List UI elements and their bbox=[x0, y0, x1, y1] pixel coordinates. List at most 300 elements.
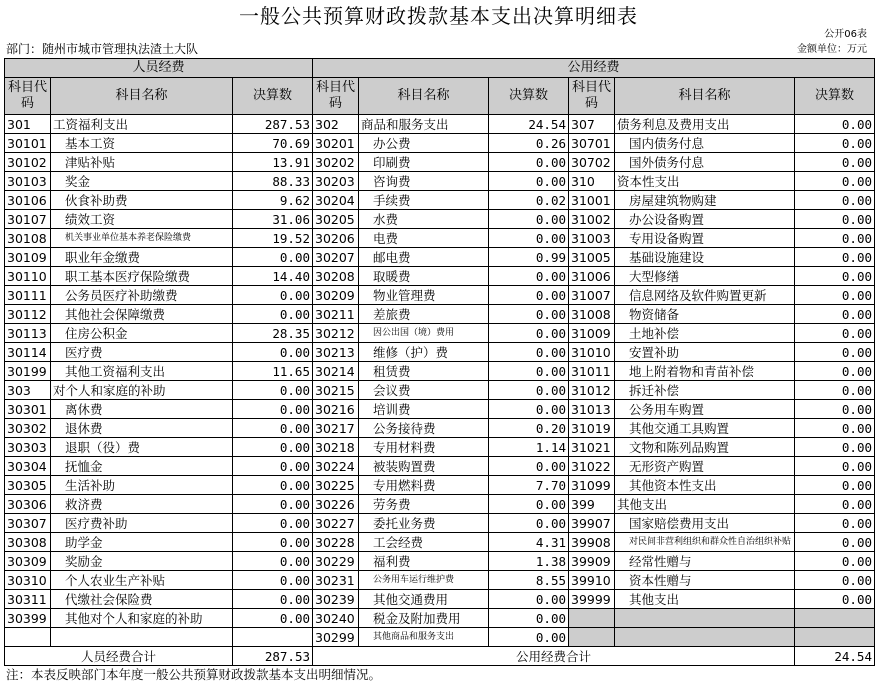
code-header: 科目代码 bbox=[569, 78, 615, 115]
item-code: 30229 bbox=[313, 552, 359, 571]
item-code: 301 bbox=[5, 115, 51, 134]
item-code: 30303 bbox=[5, 438, 51, 457]
item-code: 30301 bbox=[5, 400, 51, 419]
item-code: 30307 bbox=[5, 514, 51, 533]
table-row bbox=[5, 419, 875, 438]
code-header: 科目代码 bbox=[313, 78, 359, 115]
table-row bbox=[5, 571, 875, 590]
item-name: 专用燃料费 bbox=[359, 476, 489, 495]
item-name: 职工基本医疗保险缴费 bbox=[51, 267, 233, 286]
item-code: 30204 bbox=[313, 191, 359, 210]
item-name: 基础设施建设 bbox=[615, 248, 795, 267]
item-amount: 0.00 bbox=[233, 419, 313, 438]
personnel-total-label: 人员经费合计 bbox=[5, 647, 233, 666]
item-amount: 0.00 bbox=[795, 590, 875, 609]
item-code: 30702 bbox=[569, 153, 615, 172]
item-amount: 0.00 bbox=[233, 552, 313, 571]
item-amount: 11.65 bbox=[233, 362, 313, 381]
item-name: 租赁费 bbox=[359, 362, 489, 381]
table-row bbox=[5, 172, 875, 191]
item-name: 机关事业单位基本养老保险缴费 bbox=[51, 229, 233, 248]
item-name: 绩效工资 bbox=[51, 210, 233, 229]
item-name: 其他社会保障缴费 bbox=[51, 305, 233, 324]
item-amount: 0.00 bbox=[489, 457, 569, 476]
amount-header: 决算数 bbox=[795, 78, 875, 115]
form-number: 公开06表 bbox=[824, 29, 867, 40]
item-amount: 19.52 bbox=[233, 229, 313, 248]
item-amount: 0.02 bbox=[489, 191, 569, 210]
item-amount: 0.00 bbox=[795, 438, 875, 457]
item-code: 30106 bbox=[5, 191, 51, 210]
item-name: 拆迁补偿 bbox=[615, 381, 795, 400]
item-code: 31001 bbox=[569, 191, 615, 210]
table-row bbox=[5, 343, 875, 362]
table-row bbox=[5, 191, 875, 210]
item-amount: 13.91 bbox=[233, 153, 313, 172]
item-code: 30310 bbox=[5, 571, 51, 590]
item-name: 经常性赠与 bbox=[615, 552, 795, 571]
item-amount: 0.00 bbox=[795, 457, 875, 476]
item-amount: 0.00 bbox=[795, 115, 875, 134]
item-name: 手续费 bbox=[359, 191, 489, 210]
item-amount: 0.00 bbox=[795, 172, 875, 191]
item-name: 安置补助 bbox=[615, 343, 795, 362]
item-name: 培训费 bbox=[359, 400, 489, 419]
report-title: 一般公共预算财政拨款基本支出决算明细表 bbox=[239, 4, 638, 28]
item-code: 30217 bbox=[313, 419, 359, 438]
item-code: 30103 bbox=[5, 172, 51, 191]
item-code: 30203 bbox=[313, 172, 359, 191]
item-amount: 0.00 bbox=[233, 305, 313, 324]
item-name: 差旅费 bbox=[359, 305, 489, 324]
item-name: 其他商品和服务支出 bbox=[359, 628, 489, 647]
item-amount: 0.00 bbox=[489, 362, 569, 381]
totals-row bbox=[5, 647, 875, 666]
item-name: 奖金 bbox=[51, 172, 233, 191]
item-name: 福利费 bbox=[359, 552, 489, 571]
item-name: 奖励金 bbox=[51, 552, 233, 571]
public-total-label: 公用经费合计 bbox=[313, 647, 795, 666]
item-name: 国内债务付息 bbox=[615, 134, 795, 153]
item-code: 30212 bbox=[313, 324, 359, 343]
item-code: 30108 bbox=[5, 229, 51, 248]
item-name: 工会经费 bbox=[359, 533, 489, 552]
item-code: 30239 bbox=[313, 590, 359, 609]
item-name: 公务员医疗补助缴费 bbox=[51, 286, 233, 305]
item-amount: 88.33 bbox=[233, 172, 313, 191]
item-name: 地上附着物和青苗补偿 bbox=[615, 362, 795, 381]
unit-label: 金额单位：万元 bbox=[797, 44, 867, 55]
item-name: 无形资产购置 bbox=[615, 457, 795, 476]
item-amount: 0.00 bbox=[233, 248, 313, 267]
item-code: 31009 bbox=[569, 324, 615, 343]
table-row bbox=[5, 457, 875, 476]
item-code bbox=[569, 628, 615, 647]
item-amount: 0.00 bbox=[795, 153, 875, 172]
item-name: 离休费 bbox=[51, 400, 233, 419]
item-code: 302 bbox=[313, 115, 359, 134]
item-amount: 7.70 bbox=[489, 476, 569, 495]
item-amount: 0.00 bbox=[489, 153, 569, 172]
item-amount: 0.00 bbox=[489, 229, 569, 248]
item-amount: 0.00 bbox=[795, 400, 875, 419]
item-name: 文物和陈列品购置 bbox=[615, 438, 795, 457]
amount-header: 决算数 bbox=[233, 78, 313, 115]
item-amount: 0.00 bbox=[795, 381, 875, 400]
item-name: 抚恤金 bbox=[51, 457, 233, 476]
item-name: 委托业务费 bbox=[359, 514, 489, 533]
item-name: 住房公积金 bbox=[51, 324, 233, 343]
item-amount: 0.26 bbox=[489, 134, 569, 153]
item-code: 39910 bbox=[569, 571, 615, 590]
name-header: 科目名称 bbox=[359, 78, 489, 115]
item-name: 基本工资 bbox=[51, 134, 233, 153]
item-code: 30306 bbox=[5, 495, 51, 514]
table-row bbox=[5, 248, 875, 267]
item-amount: 0.00 bbox=[795, 134, 875, 153]
item-name: 大型修缮 bbox=[615, 267, 795, 286]
item-amount: 0.00 bbox=[489, 609, 569, 628]
item-amount: 8.55 bbox=[489, 571, 569, 590]
item-name: 咨询费 bbox=[359, 172, 489, 191]
item-code: 39999 bbox=[569, 590, 615, 609]
item-code: 30208 bbox=[313, 267, 359, 286]
item-name: 职业年金缴费 bbox=[51, 248, 233, 267]
item-amount: 0.00 bbox=[489, 514, 569, 533]
item-name: 办公设备购置 bbox=[615, 210, 795, 229]
item-amount: 0.00 bbox=[233, 514, 313, 533]
item-name: 公务用车购置 bbox=[615, 400, 795, 419]
item-name: 因公出国（境）费用 bbox=[359, 324, 489, 343]
item-name: 信息网络及软件购置更新 bbox=[615, 286, 795, 305]
item-name: 房屋建筑物购建 bbox=[615, 191, 795, 210]
table-row bbox=[5, 609, 875, 628]
item-code: 399 bbox=[569, 495, 615, 514]
item-name: 税金及附加费用 bbox=[359, 609, 489, 628]
item-code: 30101 bbox=[5, 134, 51, 153]
item-code: 30231 bbox=[313, 571, 359, 590]
item-code: 30107 bbox=[5, 210, 51, 229]
item-code: 30299 bbox=[313, 628, 359, 647]
item-code: 31005 bbox=[569, 248, 615, 267]
item-name: 取暖费 bbox=[359, 267, 489, 286]
table-row bbox=[5, 514, 875, 533]
table-row bbox=[5, 400, 875, 419]
item-name: 其他支出 bbox=[615, 495, 795, 514]
item-name: 物业管理费 bbox=[359, 286, 489, 305]
item-name: 电费 bbox=[359, 229, 489, 248]
table-row bbox=[5, 590, 875, 609]
item-amount: 0.00 bbox=[489, 400, 569, 419]
code-header: 科目代码 bbox=[5, 78, 51, 115]
item-amount: 0.00 bbox=[489, 495, 569, 514]
item-name: 被装购置费 bbox=[359, 457, 489, 476]
table-row bbox=[5, 153, 875, 172]
item-amount: 0.00 bbox=[795, 362, 875, 381]
item-amount bbox=[795, 628, 875, 647]
item-code: 30114 bbox=[5, 343, 51, 362]
item-amount: 0.00 bbox=[489, 590, 569, 609]
item-code: 30199 bbox=[5, 362, 51, 381]
item-code: 30216 bbox=[313, 400, 359, 419]
amount-header: 决算数 bbox=[489, 78, 569, 115]
item-amount: 0.00 bbox=[233, 400, 313, 419]
item-code: 30225 bbox=[313, 476, 359, 495]
item-name: 代缴社会保险费 bbox=[51, 590, 233, 609]
item-amount: 14.40 bbox=[233, 267, 313, 286]
item-name: 津贴补贴 bbox=[51, 153, 233, 172]
table-row bbox=[5, 210, 875, 229]
item-name: 个人农业生产补贴 bbox=[51, 571, 233, 590]
item-code: 31099 bbox=[569, 476, 615, 495]
table-row bbox=[5, 476, 875, 495]
item-name: 专用设备购置 bbox=[615, 229, 795, 248]
item-code: 30112 bbox=[5, 305, 51, 324]
item-name: 专用材料费 bbox=[359, 438, 489, 457]
item-code: 30202 bbox=[313, 153, 359, 172]
name-header: 科目名称 bbox=[615, 78, 795, 115]
item-name: 生活补助 bbox=[51, 476, 233, 495]
item-code: 303 bbox=[5, 381, 51, 400]
item-name: 办公费 bbox=[359, 134, 489, 153]
item-amount: 1.14 bbox=[489, 438, 569, 457]
item-name: 对民间非营利组织和群众性自治组织补贴 bbox=[615, 533, 795, 552]
item-code: 30110 bbox=[5, 267, 51, 286]
item-code: 39908 bbox=[569, 533, 615, 552]
item-code: 30211 bbox=[313, 305, 359, 324]
item-name: 其他工资福利支出 bbox=[51, 362, 233, 381]
item-code: 39907 bbox=[569, 514, 615, 533]
table-row bbox=[5, 305, 875, 324]
item-name bbox=[51, 628, 233, 647]
item-amount: 0.00 bbox=[795, 248, 875, 267]
public-total-value: 24.54 bbox=[795, 647, 875, 666]
item-amount: 0.00 bbox=[795, 571, 875, 590]
item-name: 退休费 bbox=[51, 419, 233, 438]
item-code: 31007 bbox=[569, 286, 615, 305]
item-amount: 0.00 bbox=[795, 419, 875, 438]
item-amount: 0.00 bbox=[489, 628, 569, 647]
item-name: 伙食补助费 bbox=[51, 191, 233, 210]
item-name: 公务接待费 bbox=[359, 419, 489, 438]
item-code: 30214 bbox=[313, 362, 359, 381]
item-name: 对个人和家庭的补助 bbox=[51, 381, 233, 400]
item-code: 31010 bbox=[569, 343, 615, 362]
item-code: 310 bbox=[569, 172, 615, 191]
item-code: 31021 bbox=[569, 438, 615, 457]
table-row bbox=[5, 381, 875, 400]
item-code: 30218 bbox=[313, 438, 359, 457]
table-row bbox=[5, 533, 875, 552]
item-code: 30102 bbox=[5, 153, 51, 172]
department-label: 部门：随州市城市管理执法渣土大队 bbox=[6, 42, 199, 56]
item-code: 30311 bbox=[5, 590, 51, 609]
item-name: 债务利息及费用支出 bbox=[615, 115, 795, 134]
item-name: 退职（役）费 bbox=[51, 438, 233, 457]
table-row bbox=[5, 438, 875, 457]
item-name: 国外债务付息 bbox=[615, 153, 795, 172]
item-code: 30224 bbox=[313, 457, 359, 476]
item-code: 31019 bbox=[569, 419, 615, 438]
item-amount: 0.00 bbox=[795, 305, 875, 324]
item-name: 其他交通费用 bbox=[359, 590, 489, 609]
item-amount: 0.00 bbox=[489, 324, 569, 343]
item-name: 邮电费 bbox=[359, 248, 489, 267]
item-code: 31006 bbox=[569, 267, 615, 286]
item-code: 30215 bbox=[313, 381, 359, 400]
item-name: 其他支出 bbox=[615, 590, 795, 609]
item-amount: 0.00 bbox=[795, 191, 875, 210]
item-code: 30207 bbox=[313, 248, 359, 267]
item-code: 31012 bbox=[569, 381, 615, 400]
item-amount: 0.00 bbox=[795, 495, 875, 514]
item-amount: 0.00 bbox=[795, 286, 875, 305]
item-code: 30302 bbox=[5, 419, 51, 438]
item-name: 会议费 bbox=[359, 381, 489, 400]
item-code: 30309 bbox=[5, 552, 51, 571]
column-header-row bbox=[5, 78, 875, 115]
item-code: 31003 bbox=[569, 229, 615, 248]
item-name: 国家赔偿费用支出 bbox=[615, 514, 795, 533]
item-amount: 9.62 bbox=[233, 191, 313, 210]
item-name: 资本性支出 bbox=[615, 172, 795, 191]
item-code: 39909 bbox=[569, 552, 615, 571]
item-amount: 0.00 bbox=[795, 210, 875, 229]
item-amount: 0.00 bbox=[233, 590, 313, 609]
item-amount: 0.00 bbox=[795, 514, 875, 533]
item-amount: 0.00 bbox=[233, 381, 313, 400]
item-amount: 0.00 bbox=[489, 343, 569, 362]
item-code: 30113 bbox=[5, 324, 51, 343]
item-code: 307 bbox=[569, 115, 615, 134]
item-name: 医疗费 bbox=[51, 343, 233, 362]
item-name: 水费 bbox=[359, 210, 489, 229]
item-code: 30206 bbox=[313, 229, 359, 248]
item-amount: 0.00 bbox=[233, 495, 313, 514]
item-name: 劳务费 bbox=[359, 495, 489, 514]
item-amount: 0.00 bbox=[233, 457, 313, 476]
item-code: 30109 bbox=[5, 248, 51, 267]
item-amount: 0.00 bbox=[233, 476, 313, 495]
item-amount: 0.00 bbox=[795, 533, 875, 552]
table-row bbox=[5, 286, 875, 305]
item-code: 30701 bbox=[569, 134, 615, 153]
item-amount: 0.00 bbox=[489, 286, 569, 305]
item-amount: 70.69 bbox=[233, 134, 313, 153]
item-name: 物资储备 bbox=[615, 305, 795, 324]
item-code: 31022 bbox=[569, 457, 615, 476]
table-row bbox=[5, 229, 875, 248]
item-name: 工资福利支出 bbox=[51, 115, 233, 134]
item-name bbox=[615, 609, 795, 628]
item-amount: 0.00 bbox=[795, 552, 875, 571]
name-header: 科目名称 bbox=[51, 78, 233, 115]
item-amount: 0.20 bbox=[489, 419, 569, 438]
item-code: 31011 bbox=[569, 362, 615, 381]
item-name: 商品和服务支出 bbox=[359, 115, 489, 134]
item-amount: 31.06 bbox=[233, 210, 313, 229]
item-code: 31013 bbox=[569, 400, 615, 419]
item-amount: 0.00 bbox=[489, 381, 569, 400]
item-code: 31008 bbox=[569, 305, 615, 324]
item-amount bbox=[795, 609, 875, 628]
item-amount: 0.00 bbox=[233, 571, 313, 590]
item-amount: 0.00 bbox=[795, 324, 875, 343]
item-name: 资本性赠与 bbox=[615, 571, 795, 590]
item-code bbox=[569, 609, 615, 628]
item-name: 其他资本性支出 bbox=[615, 476, 795, 495]
table-row bbox=[5, 628, 875, 647]
item-name: 其他对个人和家庭的补助 bbox=[51, 609, 233, 628]
table-row bbox=[5, 324, 875, 343]
item-code: 30205 bbox=[313, 210, 359, 229]
item-amount bbox=[233, 628, 313, 647]
item-code: 30399 bbox=[5, 609, 51, 628]
item-amount: 0.00 bbox=[489, 267, 569, 286]
item-code: 30111 bbox=[5, 286, 51, 305]
item-amount: 0.00 bbox=[489, 210, 569, 229]
expenditure-table bbox=[4, 58, 875, 666]
item-code: 30305 bbox=[5, 476, 51, 495]
item-code: 30201 bbox=[313, 134, 359, 153]
item-amount: 0.99 bbox=[489, 248, 569, 267]
item-code: 30226 bbox=[313, 495, 359, 514]
item-amount: 4.31 bbox=[489, 533, 569, 552]
item-amount: 0.00 bbox=[795, 267, 875, 286]
personnel-total-value: 287.53 bbox=[233, 647, 313, 666]
item-name: 土地补偿 bbox=[615, 324, 795, 343]
item-amount: 0.00 bbox=[233, 533, 313, 552]
item-name: 维修（护）费 bbox=[359, 343, 489, 362]
item-amount: 0.00 bbox=[233, 438, 313, 457]
table-row bbox=[5, 495, 875, 514]
item-code: 30228 bbox=[313, 533, 359, 552]
item-name: 救济费 bbox=[51, 495, 233, 514]
item-code: 30209 bbox=[313, 286, 359, 305]
item-amount: 28.35 bbox=[233, 324, 313, 343]
item-code: 31002 bbox=[569, 210, 615, 229]
item-amount: 24.54 bbox=[489, 115, 569, 134]
item-code: 30213 bbox=[313, 343, 359, 362]
item-code bbox=[5, 628, 51, 647]
item-code: 30240 bbox=[313, 609, 359, 628]
item-name bbox=[615, 628, 795, 647]
personnel-header: 人员经费 bbox=[5, 59, 313, 78]
item-name: 公务用车运行维护费 bbox=[359, 571, 489, 590]
table-row bbox=[5, 115, 875, 134]
table-row bbox=[5, 552, 875, 571]
item-amount: 287.53 bbox=[233, 115, 313, 134]
item-name: 助学金 bbox=[51, 533, 233, 552]
item-amount: 0.00 bbox=[795, 476, 875, 495]
item-amount: 0.00 bbox=[795, 229, 875, 248]
table-row bbox=[5, 134, 875, 153]
footnote: 注：本表反映部门本年度一般公共预算财政拨款基本支出明细情况。 bbox=[6, 667, 382, 682]
item-name: 其他交通工具购置 bbox=[615, 419, 795, 438]
item-amount: 0.00 bbox=[233, 609, 313, 628]
item-amount: 0.00 bbox=[795, 343, 875, 362]
group-header-row bbox=[5, 59, 875, 78]
item-name: 医疗费补助 bbox=[51, 514, 233, 533]
public-header: 公用经费 bbox=[313, 59, 875, 78]
item-amount: 0.00 bbox=[233, 343, 313, 362]
item-code: 30304 bbox=[5, 457, 51, 476]
item-name: 印刷费 bbox=[359, 153, 489, 172]
item-amount: 0.00 bbox=[489, 305, 569, 324]
table-row bbox=[5, 362, 875, 381]
item-amount: 0.00 bbox=[233, 286, 313, 305]
item-code: 30308 bbox=[5, 533, 51, 552]
